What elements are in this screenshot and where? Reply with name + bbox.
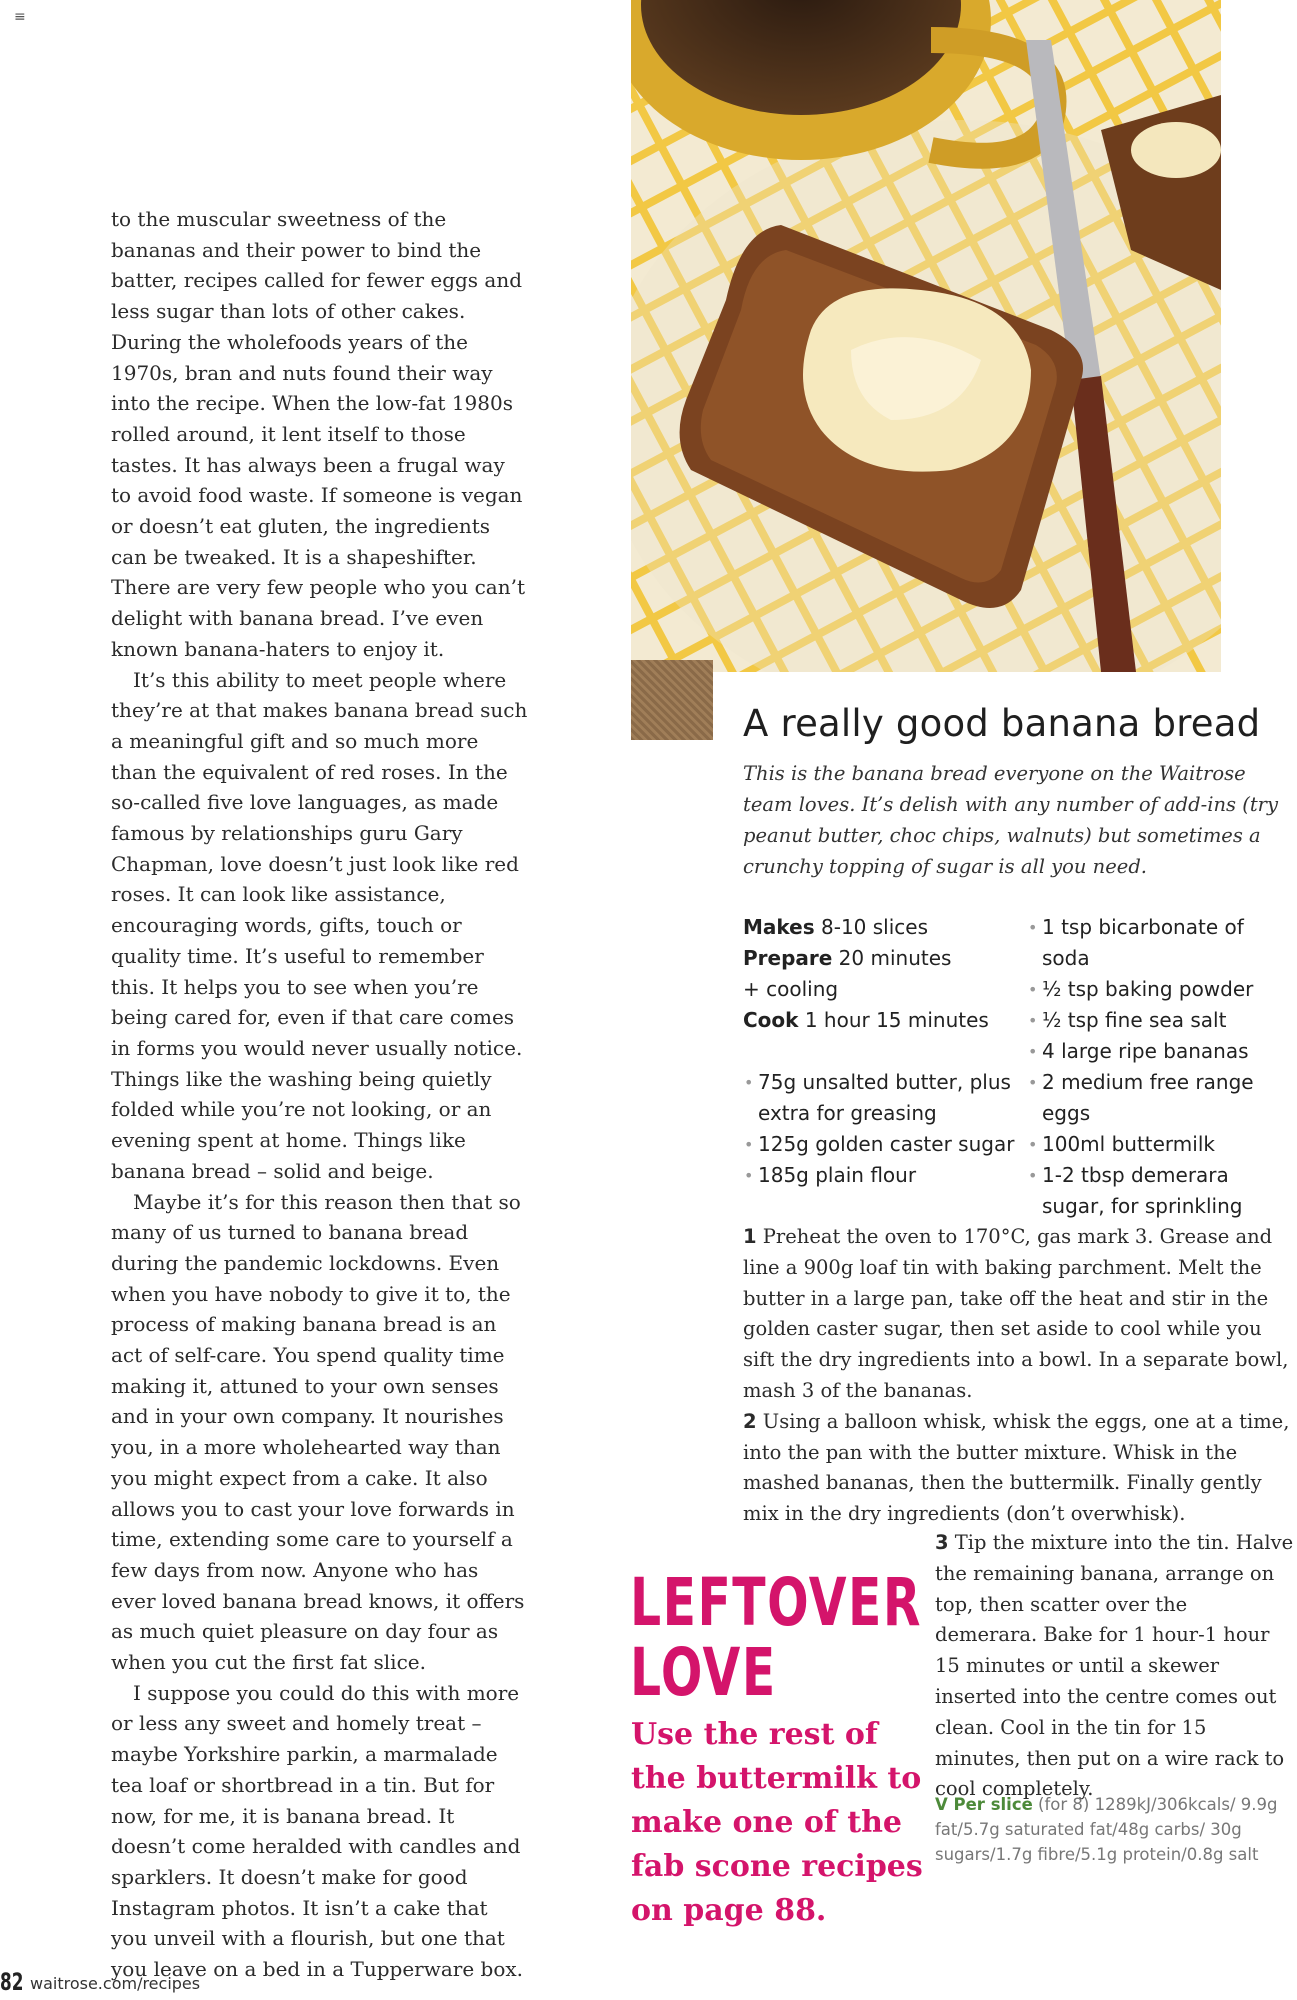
- bullet-icon: •: [744, 1073, 754, 1092]
- ingredient-item: [743, 1129, 1028, 1160]
- ingredient-text: 100ml buttermilk: [1042, 1132, 1215, 1156]
- step-number: 1: [743, 1225, 757, 1248]
- ingredient-item: [1027, 1129, 1295, 1160]
- cook-value: 1 hour 15 minutes: [798, 1008, 989, 1032]
- recipe-title: A really good banana bread: [743, 702, 1261, 745]
- makes-label: Makes: [743, 915, 815, 939]
- vegetarian-badge: V: [935, 1795, 948, 1814]
- ingredients-list-left: [743, 1067, 1028, 1191]
- site-link[interactable]: waitrose.com/recipes: [30, 1974, 201, 1993]
- makes-value: 8-10 slices: [814, 915, 928, 939]
- ingredient-text: ½ tsp baking powder: [1042, 977, 1254, 1001]
- leftover-love-text: Use the rest of the buttermilk to make one of the fab scone recipes on page 88.: [631, 1717, 923, 1928]
- ingredient-text: 4 large ripe bananas: [1042, 1039, 1249, 1063]
- bullet-icon: •: [744, 1135, 754, 1154]
- bullet-icon: •: [1028, 1011, 1038, 1030]
- bullet-icon: •: [1028, 1135, 1038, 1154]
- ingredient-text: 1 tsp bicarbonate of soda: [1042, 915, 1244, 970]
- nutrition-values: (for 8) 1289kJ/306kcals/ 9.9g fat/5.7g saturated fat/48g carbs/ 30g sugars/1.7g fibre/5.1g protein/0.8g salt: [935, 1795, 1278, 1864]
- ingredient-item: [1027, 1160, 1295, 1222]
- paragraph: It’s this ability to meet people where they’re at that makes banana bread such a meaningful gift and so much more than the equivalent of red roses. In the so-called five love languages, as made famous by relationships guru Gary Chapman, love doesn’t just look like red roses. It can look like assistance, encouraging words, gifts, touch or quality time. It’s useful to remember this. It helps you to see when you’re being cared for, even if that care comes in forms you would never usually notice. Things like the washing being quietly folded while you’re not looking, or an evening spent at home. Things like banana bread – solid and beige.: [111, 667, 528, 1183]
- ingredient-text: 75g unsalted butter, plus extra for greasing: [758, 1070, 1011, 1125]
- step-text: Preheat the oven to 170°C, gas mark 3. Grease and line a 900g loaf tin with baking parchment. Melt the butter in a large pan, take off the heat and stir in the golden caster sugar, then set aside to cool while you sift the dry ingredients into a bowl. In a separate bowl, mash 3 of the bananas.: [743, 1225, 1289, 1402]
- method-step-3: [935, 1528, 1295, 1805]
- ingredient-text: ½ tsp fine sea salt: [1042, 1008, 1227, 1032]
- article-body: [111, 204, 529, 1985]
- ingredient-text: 2 medium free range eggs: [1042, 1070, 1254, 1125]
- cook-label: Cook: [743, 1008, 799, 1032]
- ingredient-item: [1027, 912, 1295, 974]
- bullet-icon: •: [1028, 1166, 1038, 1185]
- bullet-icon: •: [1028, 918, 1038, 937]
- recipe-intro: This is the banana bread everyone on the Waitrose team loves. It’s delish with any number of add-ins (try peanut butter, choc chips, walnuts) but sometimes a crunchy topping of sugar is all you need.: [743, 762, 1279, 878]
- bullet-icon: •: [744, 1166, 754, 1185]
- method-steps: [743, 1222, 1291, 1530]
- leftover-love-heading: [630, 1564, 922, 1711]
- per-slice-label: Per slice: [947, 1795, 1033, 1814]
- paragraph: I suppose you could do this with more or less any sweet and homely treat – maybe Yorkshire parkin, a marmalade tea loaf or shortbread in a tin. But for now, for me, it is banana bread. It doesn’t come heralded with candles and sparklers. It doesn’t make for good Instagram photos. It isn’t a cake that you unveil with a flourish, but one that you leave on a bed in a Tupperware box.: [111, 1680, 524, 1982]
- bullet-icon: •: [1028, 980, 1038, 999]
- prepare-label: Prepare: [743, 946, 833, 970]
- page-number: 82: [0, 1968, 24, 1996]
- ingredient-item: [743, 1160, 1028, 1191]
- nutrition-info: [935, 1792, 1295, 1867]
- ingredient-item: [1027, 974, 1295, 1005]
- menu-icon[interactable]: ≡: [14, 9, 26, 25]
- prepare-line: [743, 943, 1023, 974]
- method-step: [743, 1222, 1291, 1407]
- ingredient-text: 185g plain flour: [758, 1163, 917, 1187]
- paragraph: Maybe it’s for this reason then that so many of us turned to banana bread during the pandemic lockdowns. Even when you have nobody to give it to, the process of making banana bread is an act of self-care. You spend quality time making it, attuned to your own senses and in your own company. It nourishes you, in a more wholehearted way than you might expect from a cake. It also allows you to cast your love forwards in time, extending some care to yourself a few days from now. Anyone who has ever loved banana bread knows, it offers as much quiet pleasure on day four as when you cut the first fat slice.: [111, 1189, 525, 1675]
- cook-line: [743, 1005, 1023, 1036]
- ingredient-text: 1-2 tbsp demerara sugar, for sprinkling: [1042, 1163, 1243, 1218]
- heading-line: LEFTOVER: [630, 1564, 922, 1641]
- method-step: [743, 1407, 1291, 1530]
- ingredient-item: [1027, 1036, 1295, 1067]
- bullet-icon: •: [1028, 1042, 1038, 1061]
- ingredients-list-right: [1027, 912, 1295, 1222]
- ingredient-item: [1027, 1005, 1295, 1036]
- ingredient-text: 125g golden caster sugar: [758, 1132, 1015, 1156]
- makes-line: [743, 912, 1023, 943]
- step-text: Using a balloon whisk, whisk the eggs, one at a time, into the pan with the butter mixture. Whisk in the mashed bananas, then the buttermilk. Finally gently mix in the dry ingredients (don’t overwhisk).: [743, 1409, 1290, 1526]
- step-text: Tip the mixture into the tin. Halve the remaining banana, arrange on top, then scatter over the demerara. Bake for 1 hour-1 hour 15 minutes or until a skewer inserted into the centre comes out clean. Cool in the tin for 15 minutes, then put on a wire rack to cool completely.: [935, 1531, 1294, 1801]
- method-step: [935, 1528, 1295, 1805]
- ingredient-item: [1027, 1067, 1295, 1129]
- paragraph: to the muscular sweetness of the bananas and their power to bind the batter, recipes called for fewer eggs and less sugar than lots of other cakes. During the wholefoods years of the 1970s, bran and nuts found their way into the recipe. When the low-fat 1980s rolled around, it lent itself to those tastes. It has always been a frugal way to avoid food waste. If someone is vegan or doesn’t eat gluten, the ingredients can be tweaked. It is a shapeshifter. There are very few people who you can’t delight with banana bread. I’ve even known banana-haters to enjoy it.: [111, 207, 526, 661]
- step-number: 2: [743, 1409, 757, 1433]
- ingredient-item: [743, 1067, 1028, 1129]
- banana-bread-photo: [631, 0, 1221, 672]
- recipe-meta: [743, 912, 1023, 1036]
- burlap-cloth: [631, 660, 713, 740]
- bullet-icon: •: [1028, 1073, 1038, 1092]
- prepare-extra: + cooling: [743, 977, 839, 1001]
- prepare-value: 20 minutes: [832, 946, 952, 970]
- step-number: 3: [935, 1531, 949, 1554]
- heading-line: LOVE: [630, 1634, 777, 1711]
